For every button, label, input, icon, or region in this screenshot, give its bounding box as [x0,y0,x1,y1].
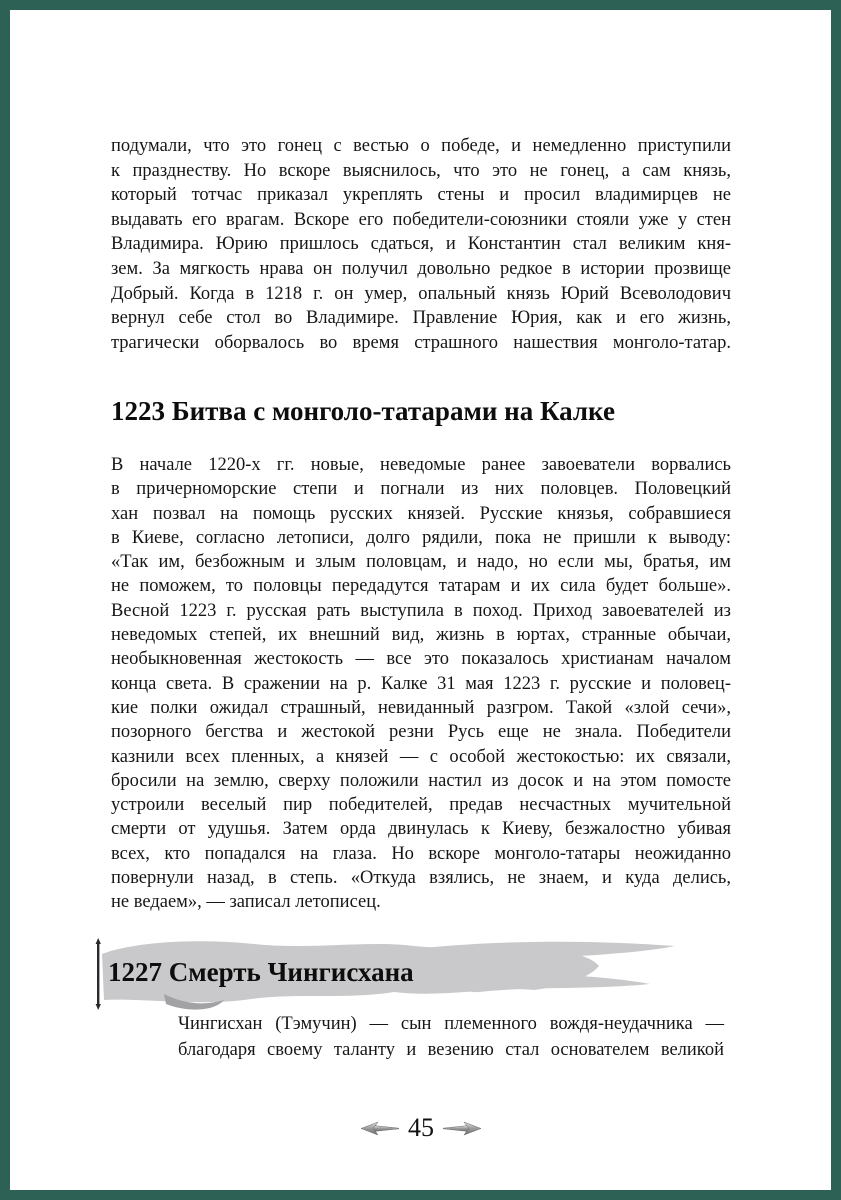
text-line: в причерноморские степи и погнали из них половцев. Половецкий [111,479,731,500]
text-line: к празднеству. Но вскоре выяснилось, что это не гонец, а сам князь, [111,160,731,181]
text-line: вернул себе стол во Владимире. Правление Юрия, как и его жизнь, [111,308,731,329]
text-line: повернули назад, в степь. «Откуда взялись, не знаем, и куда делись, [111,868,731,889]
flagpole-icon [96,938,101,1010]
page-footer [111,1113,731,1143]
text-line: хан позвал на помощь русских князей. Русские князья, собравшиеся [111,503,731,524]
text-line: смерти от удушья. Затем орда двинулась к Киеву, безжалостно убивая [111,819,731,840]
text-line: бросили на землю, сверху положили настил из досок и на этом помосте [111,770,731,791]
text-line: не поможем, то половцы передадутся татарам и их сила будет больше». [111,576,731,597]
text-line: неведомых степей, их внешний вид, жизнь в юртах, странные обычаи, [111,625,731,646]
text-line: «Так им, безбожным и злым половцам, и надо, но если мы, братья, им [111,552,731,573]
text-line: благодаря своему таланту и везению стал основателем великой [178,1039,724,1060]
text-line: подумали, что это гонец с вестью о победе, и немедленно приступили [111,136,731,156]
text-line: Весной 1223 г. русская рать выступила в поход. Приход завоевателей из [111,600,731,621]
text-line: выдавать его врагам. Вскоре его победители-союзники стояли уже у стен [111,209,731,230]
intro-paragraph [111,134,731,355]
text-line: Добрый. Когда в 1218 г. он умер, опальный князь Юрий Всеволодович [111,283,731,304]
page-number: 45 [408,1113,434,1142]
year-banner-1227 [94,936,694,1014]
section-heading-1227-genghis: 1227 Смерть Чингисхана [108,957,414,987]
text-line: устроили веселый пир победителей, предав несчастных мучительной [111,795,731,816]
kalka-paragraph [111,453,731,915]
left-arrow-ornament-icon [361,1121,399,1136]
text-line: кие полки ожидал страшный, невиданный разгром. Такой «злой сечи», [111,697,731,718]
genghis-paragraph [178,1012,724,1063]
text-line: всех, кто попадался на глаза. Но вскоре монголо-татары неожиданно [111,843,731,864]
text-line: не ведаем», — записал летописец. [111,892,381,913]
text-line: который тотчас приказал укреплять стены и просил владимирцев не [111,185,731,206]
text-line: зем. За мягкость нрава он получил довольно редкое в истории прозвище [111,258,731,279]
text-line: позорного бегства и жестокой резни Русь еще не знала. Победители [111,722,731,743]
text-line: Чингисхан (Тэмучин) — сын племенного вождя-неудачника — [178,1014,724,1034]
text-line: в Киеве, согласно летописи, долго рядили, пока не пришли к выводу: [111,527,731,548]
text-line: В начале 1220-х гг. новые, неведомые ранее завоеватели ворвались [111,455,731,475]
text-line: конца света. В сражении на р. Калке 31 мая 1223 г. русские и половец- [111,673,731,694]
text-line: необыкновенная жестокость — все это показалось христианам началом [111,649,731,670]
text-line: Владимира. Юрию пришлось сдаться, и Константин стал великим кня- [111,234,731,255]
section-heading-1223-kalka: 1223 Битва с монголо-татарами на Калке [111,396,615,426]
right-arrow-ornament-icon [443,1121,481,1136]
text-line: трагически оборвалось во время страшного нашествия монголо-татар. [111,332,731,353]
text-line: казнили всех пленных, а князей — с особой жестокостью: их связали, [111,746,731,767]
